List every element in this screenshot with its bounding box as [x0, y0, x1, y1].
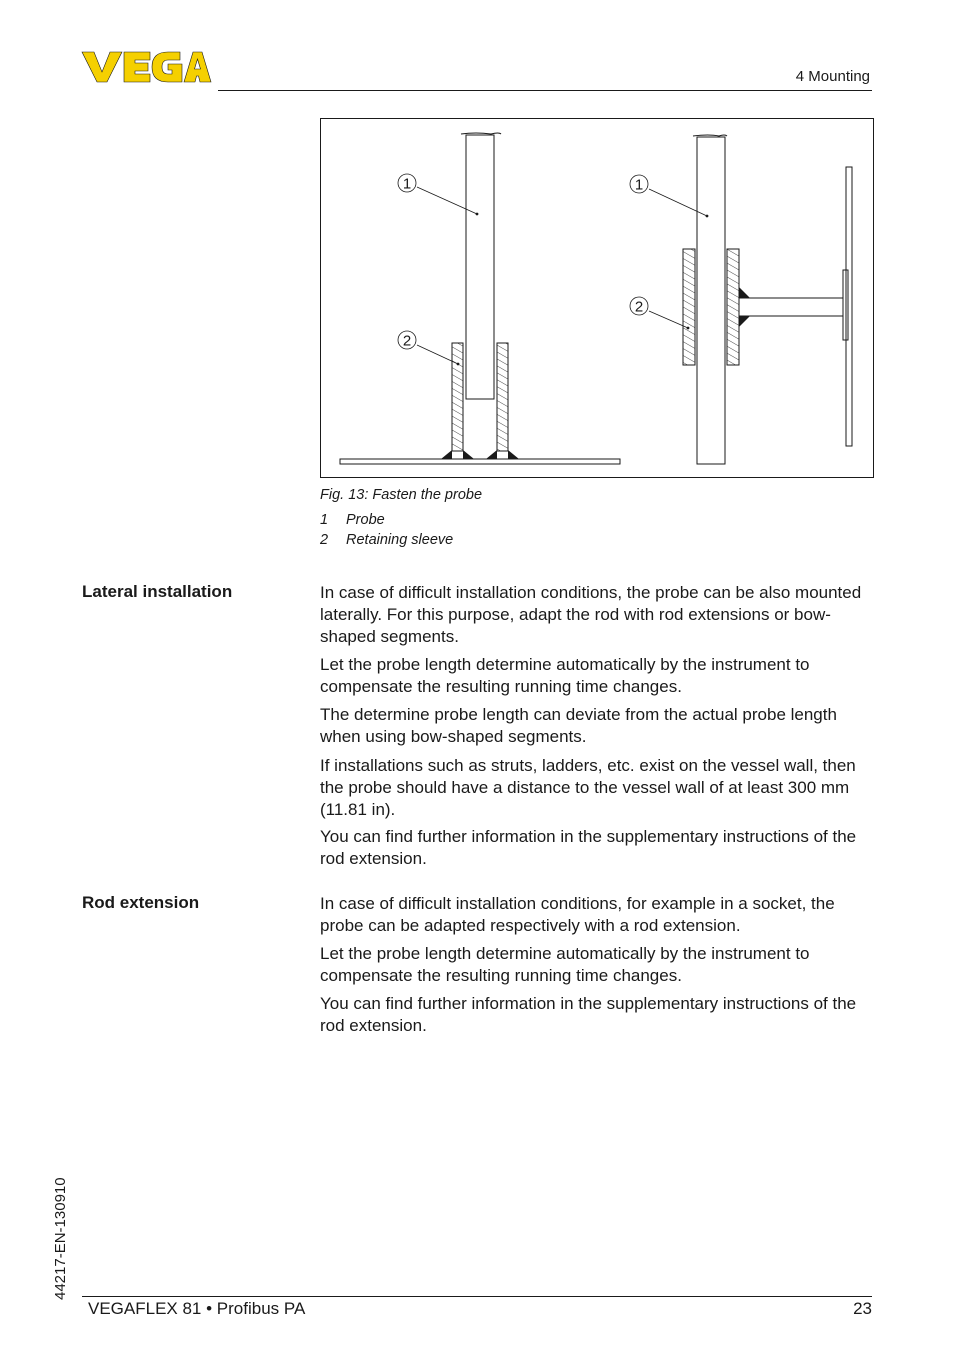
figure-legend: [320, 512, 453, 551]
left-probe-rod: [466, 135, 494, 399]
left-rod-break-line: [461, 133, 501, 134]
callout-label-2-right: 2: [634, 298, 644, 316]
callout-label-2-left: 2: [402, 332, 412, 350]
support-strut: [739, 298, 843, 316]
heading-lateral-installation: Lateral installation: [82, 582, 233, 601]
paragraph: Let the probe length determine automatically by the instrument to compensate the resulting running time changes.: [320, 944, 810, 985]
legend-text: Retaining sleeve: [346, 531, 454, 548]
figure-caption: Fig. 13: Fasten the probe: [320, 487, 483, 503]
callout-label-1-left: 1: [402, 175, 412, 193]
probe-drawing: [321, 119, 873, 477]
paragraph: The determine probe length can deviate from the actual probe length when using bow-shaped segments.: [320, 705, 837, 746]
right-rod-break-line: [693, 135, 727, 136]
legend-item: [320, 532, 453, 552]
vega-logo: [80, 50, 212, 84]
paragraph: You can find further information in the supplementary instructions of the rod extension.: [320, 994, 857, 1035]
paragraph: You can find further information in the supplementary instructions of the rod extension.: [320, 827, 857, 868]
base-plate: [340, 459, 620, 464]
leader-line-1-left: [417, 187, 477, 214]
right-sleeve-right: [727, 249, 739, 365]
vessel-wall: [846, 167, 852, 446]
footer-rule: [82, 1296, 872, 1297]
header-rule: [218, 90, 872, 91]
legend-text: Probe: [346, 512, 385, 528]
callout-label-1-right: 1: [634, 176, 644, 194]
leader-line-1-right: [649, 189, 707, 216]
figure-fasten-probe: [320, 118, 874, 478]
document-code: 44217-EN-130910: [52, 1177, 69, 1300]
legend-item: [320, 512, 453, 532]
heading-rod-extension: Rod extension: [82, 893, 200, 912]
page-number: 23: [853, 1299, 872, 1318]
left-sleeve-wall-right: [497, 343, 508, 451]
right-sleeve-left: [683, 249, 695, 365]
paragraph: In case of difficult installation conditions, the probe can be also mounted laterally. For this purpose, adapt the rod with rod extensions or bow-shaped segments.: [320, 583, 862, 646]
right-probe-rod: [697, 137, 725, 464]
right-weld-seams: [739, 287, 750, 327]
left-sleeve-wall-left: [452, 343, 463, 451]
paragraph: If installations such as struts, ladders, etc. exist on the vessel wall, then the probe should have a distance to the vessel wall of at least 300 mm (11.81 in).: [320, 756, 856, 819]
legend-number: 2: [320, 531, 329, 548]
paragraph: Let the probe length determine automatically by the instrument to compensate the resulting running time changes.: [320, 655, 810, 696]
legend-number: 1: [320, 512, 329, 528]
footer-product: VEGAFLEX 81 • Profibus PA: [88, 1299, 306, 1318]
paragraph: In case of difficult installation conditions, for example in a socket, the probe can be adapted respectively with a rod extension.: [320, 894, 835, 935]
section-title: 4 Mounting: [795, 68, 870, 85]
leader-line-2-right: [649, 311, 688, 328]
